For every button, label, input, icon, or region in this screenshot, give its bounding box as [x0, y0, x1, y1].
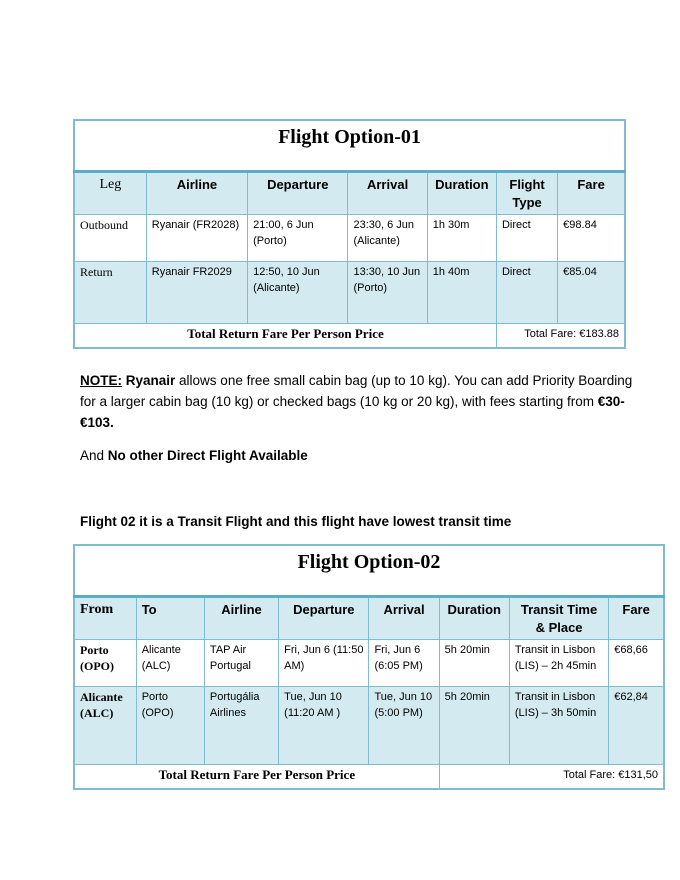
- airline-cell: Ryanair (FR2028): [146, 215, 247, 262]
- fare-cell: €68,66: [609, 640, 664, 687]
- leg-cell: Return: [74, 262, 146, 324]
- departure-cell: Fri, Jun 6 (11:50 AM): [279, 640, 369, 687]
- departure-cell: 12:50, 10 Jun (Alicante): [248, 262, 348, 324]
- arrival-cell: Fri, Jun 6 (6:05 PM): [369, 640, 439, 687]
- from-cell: Alicante (ALC): [74, 687, 136, 765]
- transit-cell: Transit in Lisbon (LIS) – 2h 45min: [509, 640, 608, 687]
- column-header-leg: Leg: [74, 172, 146, 215]
- departure-cell: 21:00, 6 Jun (Porto): [248, 215, 348, 262]
- column-header-airline: Airline: [146, 172, 247, 215]
- total-fare-value: Total Fare: €183.88: [496, 324, 625, 348]
- flight-02-intro: Flight 02 it is a Transit Flight and this flight have lowest transit time: [80, 514, 512, 529]
- to-cell: Porto (OPO): [136, 687, 204, 765]
- column-header-fare: Fare: [609, 597, 664, 640]
- table-title: Flight Option-01: [74, 120, 625, 172]
- note-fees: €30-€103.: [80, 394, 625, 430]
- fare-cell: €98.84: [558, 215, 625, 262]
- from-cell: Porto (OPO): [74, 640, 136, 687]
- fare-cell: €62,84: [609, 687, 664, 765]
- fare-cell: €85.04: [558, 262, 625, 324]
- flight-option-01-table: [73, 119, 626, 349]
- flight-type-cell: Direct: [496, 262, 557, 324]
- column-header-departure: Departure: [248, 172, 348, 215]
- duration-cell: 1h 30m: [427, 215, 496, 262]
- column-header-duration: Duration: [427, 172, 496, 215]
- note-label: NOTE:: [80, 373, 122, 388]
- flight-option-02-table: [73, 544, 665, 790]
- column-header-arrival: Arrival: [369, 597, 439, 640]
- duration-cell: 1h 40m: [427, 262, 496, 324]
- column-header-to: To: [136, 597, 204, 640]
- arrival-cell: 23:30, 6 Jun (Alicante): [348, 215, 427, 262]
- baggage-note: [80, 370, 640, 433]
- leg-cell: Outbound: [74, 215, 146, 262]
- arrival-cell: 13:30, 10 Jun (Porto): [348, 262, 427, 324]
- departure-cell: Tue, Jun 10 (11:20 AM ): [279, 687, 369, 765]
- column-header-transit: Transit Time & Place: [509, 597, 608, 640]
- arrival-cell: Tue, Jun 10 (5:00 PM): [369, 687, 439, 765]
- table-row-return: [74, 687, 664, 765]
- no-direct-flight-note: [80, 445, 640, 466]
- column-header-fare: Fare: [558, 172, 625, 215]
- column-header-from: From: [74, 597, 136, 640]
- column-header-departure: Departure: [279, 597, 369, 640]
- airline-cell: Portugália Airlines: [204, 687, 278, 765]
- no-direct-text: No other Direct Flight Available: [107, 448, 308, 463]
- table-row-return: [74, 262, 625, 324]
- to-cell: Alicante (ALC): [136, 640, 204, 687]
- column-header-arrival: Arrival: [348, 172, 427, 215]
- note-airline: Ryanair: [125, 373, 176, 388]
- column-header-airline: Airline: [204, 597, 278, 640]
- flight-type-cell: Direct: [496, 215, 557, 262]
- airline-cell: Ryanair FR2029: [146, 262, 247, 324]
- transit-cell: Transit in Lisbon (LIS) – 3h 50min: [509, 687, 608, 765]
- total-fare-value: Total Fare: €131,50: [439, 765, 664, 789]
- total-fare-label: Total Return Fare Per Person Price: [74, 765, 439, 789]
- duration-cell: 5h 20min: [439, 687, 509, 765]
- column-header-flight-type: Flight Type: [496, 172, 557, 215]
- column-header-duration: Duration: [439, 597, 509, 640]
- table-title: Flight Option-02: [74, 545, 664, 597]
- duration-cell: 5h 20min: [439, 640, 509, 687]
- note-text: allows one free small cabin bag (up to 10 kg). You can add Priority Boarding for a larger cabin bag (10 kg) or checked bags (10 kg or 20 kg), with fees starting from: [80, 373, 633, 409]
- table-row-outbound: [74, 640, 664, 687]
- table-row-outbound: [74, 215, 625, 262]
- total-fare-label: Total Return Fare Per Person Price: [74, 324, 496, 348]
- airline-cell: TAP Air Portugal: [204, 640, 278, 687]
- no-direct-prefix: And: [80, 448, 108, 463]
